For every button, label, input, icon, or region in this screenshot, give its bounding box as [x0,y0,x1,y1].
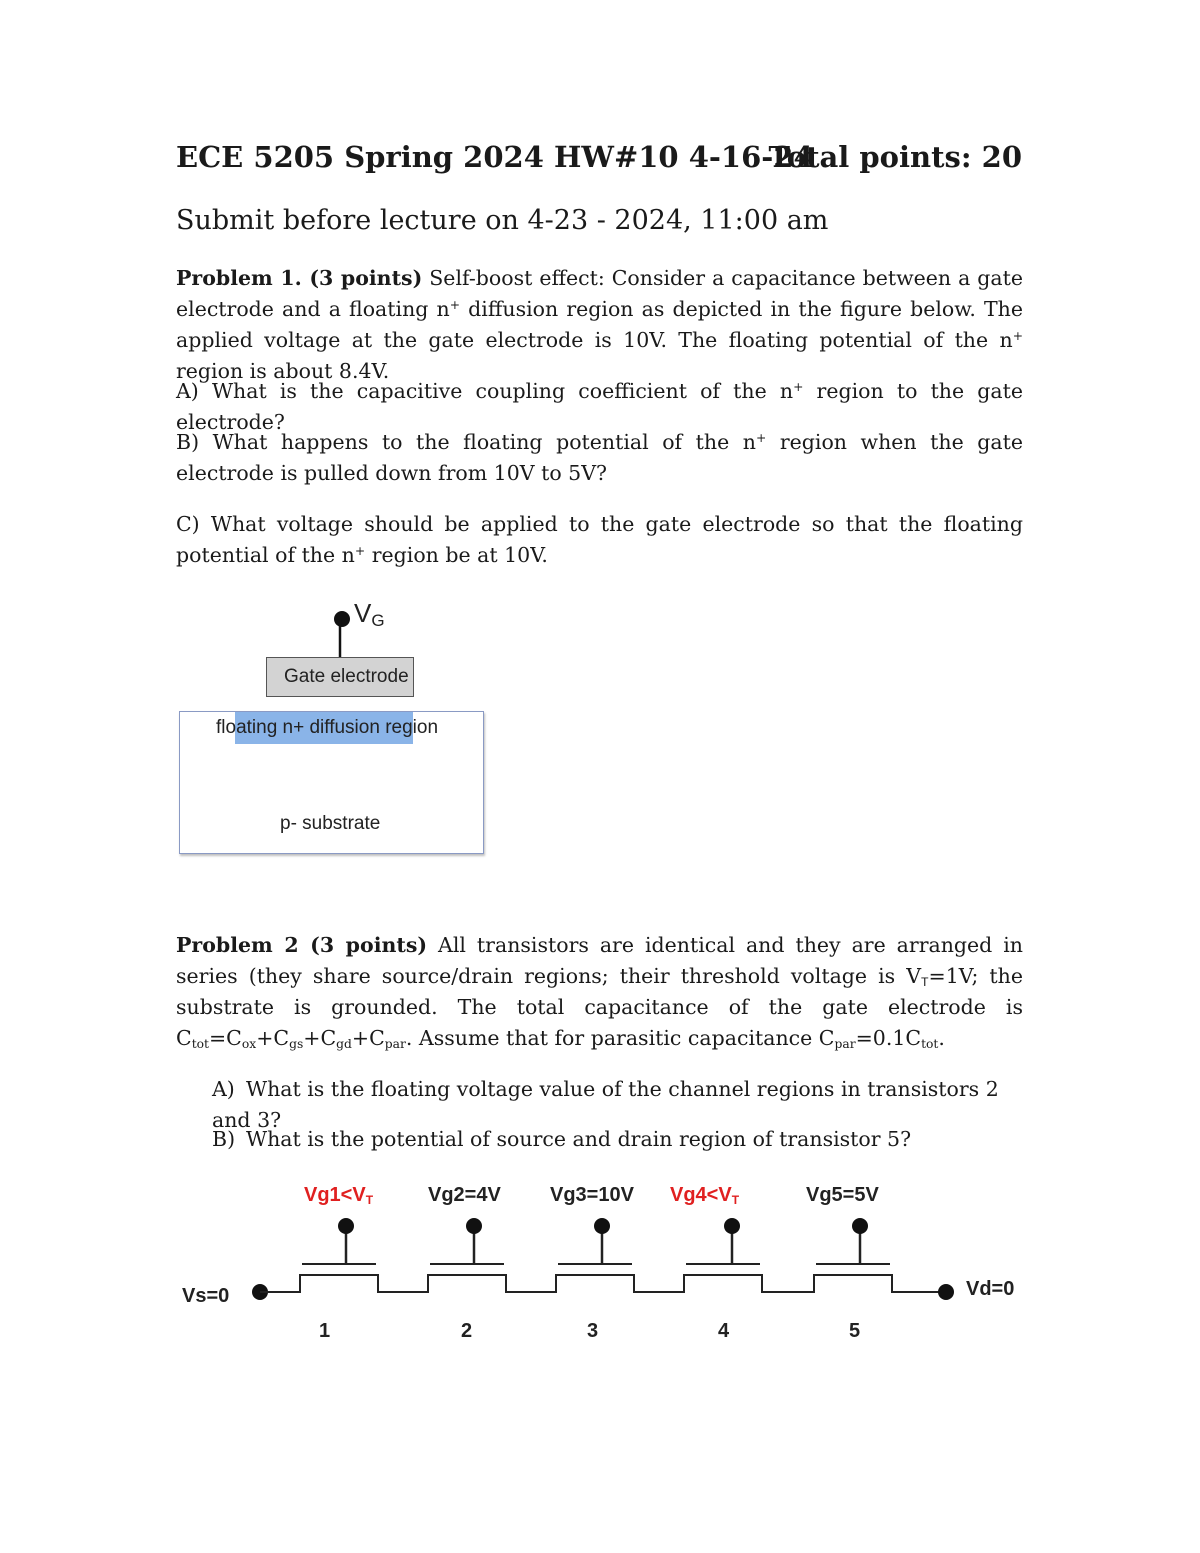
gate-voltage-label-5: Vg5=5V [806,1184,879,1206]
transistor-number-3: 3 [587,1320,599,1342]
gate-electrode-label: Gate electrode [284,666,409,687]
gate-2 [430,1218,504,1264]
drain-terminal-dot [938,1284,954,1300]
gate-3 [558,1218,632,1264]
question-letter: B) [212,1127,236,1151]
question-b-text: B) What happens to the floating potential of the n [176,430,756,454]
vs-label: Vs=0 [182,1285,230,1307]
plus-c: +C [351,1026,385,1050]
question-text: What is the floating voltage value of the channel regions in transistors 2 and 3? [212,1077,999,1132]
sub-gs: gs [289,1037,304,1051]
channel-line [260,1275,946,1292]
problem2-text-5: . [938,1026,945,1050]
total-points: Total points: 20 [768,140,1022,174]
problem2-heading: Problem 2 (3 points) [176,933,428,957]
sub-gd: gd [336,1037,352,1051]
transistor-number-4: 4 [718,1320,730,1342]
question-c-text-end: region be at 10V. [365,543,548,567]
question-a-text: A) What is the capacitive coupling coefficient of the n [176,379,794,403]
substrate-label: p- substrate [280,813,381,834]
sub-tot: tot [921,1037,939,1051]
sub-par: par [384,1037,406,1051]
gate-voltage-label-1: $Vg1<V_T$ [304,1184,374,1207]
problem1-text-c: region is about 8.4V. [176,359,390,383]
ndiff-label: floating n+ diffusion region [216,717,439,738]
n-plus-superscript: + [1012,329,1023,343]
n-plus-superscript: + [354,544,366,558]
vd-label: Vd=0 [966,1278,1015,1300]
plus-c: +C [256,1026,290,1050]
sub-tot: tot [191,1037,209,1051]
vg-label: VG [354,598,385,630]
problem1-text-a: Self-boost effect: Consider a capacitance between a gate electrode and a floating n [176,266,1023,321]
question-c-text: C) What voltage should be applied to the gate electrode so that the floating potential of the n [176,512,1023,567]
eq-c: =C [208,1026,242,1050]
homework-title: ECE 5205 Spring 2024 HW#10 4-16-24 [176,140,814,174]
problem2-text-1: All transistors are identical and they are arranged in series (they share source/drain regions; their threshold voltage is V [176,933,1024,988]
gate-4 [686,1218,760,1264]
n-plus-superscript: + [756,431,767,445]
vt-subscript: T [921,975,929,989]
gate-voltage-label-2: Vg2=4V [428,1184,501,1206]
question-letter: A) [212,1077,235,1101]
question-text: What is the potential of source and drain region of transistor 5? [246,1127,912,1151]
problem1-heading: Problem 1. (3 points) [176,266,423,290]
problem2-text-4: =0.1C [855,1026,922,1050]
submission-deadline: Submit before lecture on 4-23 - 2024, 11:00 am [176,205,829,236]
plus-c: +C [303,1026,337,1050]
question-b-text-end: region when the gate electrode is pulled down from 10V to 5V? [176,430,1023,485]
sub-ox: ox [241,1037,257,1051]
problem2-text-2: =1V; the substrate is grounded. The total capacitance of the gate electrode is C [176,964,1023,1050]
gate-voltage-label-3: Vg3=10V [550,1184,634,1206]
gate-voltage-label-4: $Vg4<V_T$ [670,1184,740,1207]
n-plus-superscript: + [449,298,461,312]
problem2-text-3: . Assume that for parasitic capacitance C [405,1026,835,1050]
question-a-text-end: region to the gate electrode? [176,379,1023,434]
transistor-number-2: 2 [461,1320,473,1342]
sub-par: par [834,1037,856,1051]
transistor-number-5: 5 [849,1320,861,1342]
gate-5 [816,1218,890,1264]
problem1-text-b: diffusion region as depicted in the figure below. The applied voltage at the gate electrode is 10V. The floating potential of the n [176,297,1023,352]
n-plus-superscript: + [793,380,804,394]
gate-1 [302,1218,376,1264]
transistor-number-1: 1 [319,1320,331,1342]
